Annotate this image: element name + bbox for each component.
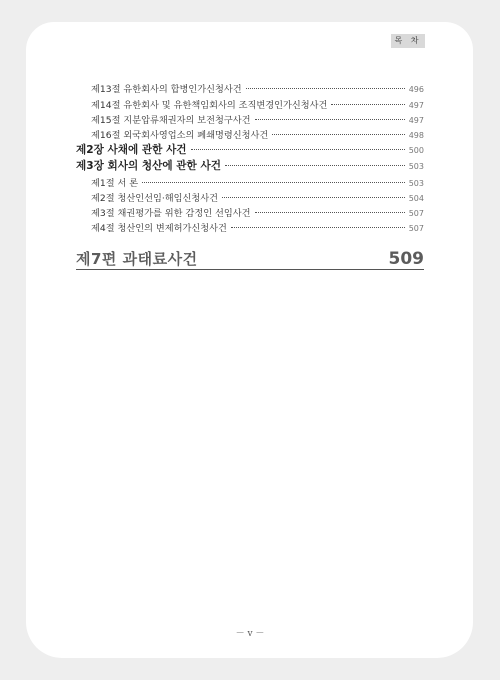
toc-entry-section-3[interactable] <box>91 205 424 219</box>
toc-entry-label: 제1절 서 론 <box>91 178 139 189</box>
toc-entry-page: 497 <box>408 101 424 110</box>
leader-dots <box>272 134 404 135</box>
leader-dots <box>255 212 405 213</box>
toc-entry-section-15[interactable] <box>91 112 424 126</box>
toc-entry-label: 제15절 지분압류채권자의 보전청구사건 <box>91 115 251 126</box>
leader-dots <box>231 227 405 228</box>
leader-dots <box>142 182 405 183</box>
toc-entry-page: 503 <box>408 179 424 188</box>
part-page-number: 509 <box>388 249 424 269</box>
toc-entry-part-7[interactable] <box>76 244 424 270</box>
toc-entry-section-1[interactable] <box>91 175 424 189</box>
page-number-footer: － v － <box>235 629 265 639</box>
toc-entry-label: 제4절 청산인의 변제허가신청사건 <box>91 223 227 234</box>
toc-entry-page: 498 <box>408 131 424 140</box>
leader-dots <box>222 197 405 198</box>
toc-entry-section-14[interactable] <box>91 97 424 111</box>
leader-dots <box>331 104 404 105</box>
leader-dots <box>246 88 405 89</box>
toc-entry-label: 제16절 외국회사영업소의 폐쇄명령신청사건 <box>91 130 269 141</box>
toc-entry-section-4[interactable] <box>91 220 424 234</box>
toc-entry-section-16[interactable] <box>91 127 424 141</box>
toc-entry-section-2[interactable] <box>91 190 424 204</box>
toc-entry-page: 504 <box>408 194 424 203</box>
part-title: 제7편 과태료사건 <box>76 250 198 268</box>
section-tab-contents: 목 차 <box>391 34 425 48</box>
toc-entry-page: 503 <box>408 162 424 171</box>
toc-entry-label: 제2장 사채에 관한 사건 <box>76 144 187 156</box>
toc-entry-label: 제3장 회사의 청산에 관한 사건 <box>76 160 221 172</box>
toc-entry-label: 제13절 유한회사의 합병인가신청사건 <box>91 84 242 95</box>
leader-dots <box>191 149 405 150</box>
toc-entry-label: 제14절 유한회사 및 유한책임회사의 조직변경인가신청사건 <box>91 100 328 111</box>
toc-entry-page: 507 <box>408 209 424 218</box>
toc-entry-label: 제2절 청산인선임·해임신청사건 <box>91 193 219 204</box>
toc-entry-page: 507 <box>408 224 424 233</box>
toc-entry-chapter-3[interactable] <box>76 158 424 173</box>
toc-entry-page: 497 <box>408 116 424 125</box>
toc-entry-page: 500 <box>408 146 424 155</box>
toc-entry-section-13[interactable] <box>91 81 424 95</box>
toc-entry-page: 496 <box>408 85 424 94</box>
toc-entry-chapter-2[interactable] <box>76 142 424 157</box>
toc-entry-label: 제3절 채권평가를 위한 감정인 선임사건 <box>91 208 251 219</box>
leader-dots <box>255 119 405 120</box>
leader-dots <box>225 165 405 166</box>
